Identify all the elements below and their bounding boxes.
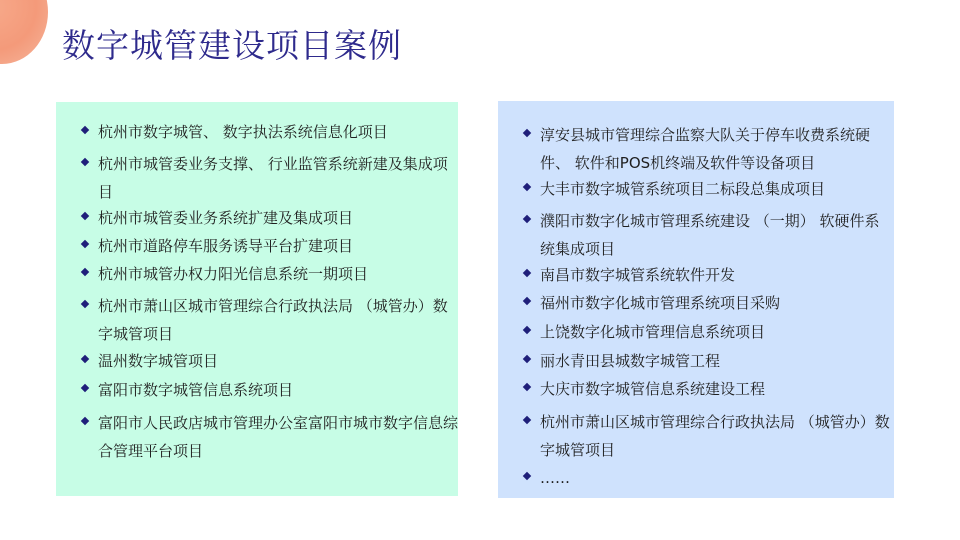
diamond-bullet-icon xyxy=(81,212,89,220)
list-item-text: 濮阳市数字化城市管理系统建设 （一期） 软硬件系统集成项目 xyxy=(540,212,880,258)
diamond-bullet-icon xyxy=(81,126,89,134)
list-item xyxy=(520,347,892,375)
list-item-text: 丽水青田县城数字城管工程 xyxy=(540,352,721,370)
list-item xyxy=(78,150,458,206)
left-project-panel xyxy=(56,102,458,496)
diamond-bullet-icon xyxy=(523,297,531,305)
right-project-panel xyxy=(498,101,894,498)
list-item-text: …… xyxy=(540,469,570,487)
list-item-text: 杭州市城管委业务支撑、 行业监管系统新建及集成项目 xyxy=(98,155,448,201)
corner-decoration xyxy=(0,0,48,64)
list-item xyxy=(520,261,892,289)
list-item-text: 杭州市萧山区城市管理综合行政执法局 （城管办）数字城管项目 xyxy=(540,413,890,459)
list-item xyxy=(78,292,458,348)
list-item-text: 上饶数字化城市管理信息系统项目 xyxy=(540,323,766,341)
list-item-text: 大庆市数字城管信息系统建设工程 xyxy=(540,380,766,398)
list-item xyxy=(520,408,892,464)
list-item xyxy=(520,375,892,403)
list-item xyxy=(78,118,458,146)
diamond-bullet-icon xyxy=(81,417,89,425)
list-item-text: 温州数字城管项目 xyxy=(98,352,219,370)
list-item xyxy=(78,260,458,288)
list-item-text: 福州市数字化城市管理系统项目采购 xyxy=(540,294,781,312)
diamond-bullet-icon xyxy=(81,300,89,308)
list-item-text: 富阳市数字城管信息系统项目 xyxy=(98,381,294,399)
diamond-bullet-icon xyxy=(81,158,89,166)
list-item-text: 杭州市城管办权力阳光信息系统一期项目 xyxy=(98,265,369,283)
list-item-text: 淳安县城市管理综合监察大队关于停车收费系统硬件、 软件和POS机终端及软件等设备项目 xyxy=(540,126,871,172)
list-item xyxy=(78,347,458,375)
diamond-bullet-icon xyxy=(523,129,531,137)
list-item xyxy=(520,464,892,492)
list-item xyxy=(520,207,892,263)
list-item xyxy=(78,376,458,404)
list-item xyxy=(78,409,458,465)
list-item-text: 杭州市道路停车服务诱导平台扩建项目 xyxy=(98,237,354,255)
page-title: 数字城管建设项目案例 xyxy=(62,26,402,65)
diamond-bullet-icon xyxy=(81,240,89,248)
diamond-bullet-icon xyxy=(81,384,89,392)
list-item-text: 南昌市数字城管系统软件开发 xyxy=(540,266,736,284)
list-item-text: 富阳市人民政店城市管理办公室富阳市城市数字信息综合管理平台项目 xyxy=(98,414,459,460)
list-item xyxy=(520,121,892,177)
diamond-bullet-icon xyxy=(523,326,531,334)
list-item xyxy=(520,289,892,317)
list-item xyxy=(78,232,458,260)
list-item-text: 杭州市数字城管、 数字执法系统信息化项目 xyxy=(98,123,388,141)
diamond-bullet-icon xyxy=(523,269,531,277)
diamond-bullet-icon xyxy=(523,183,531,191)
diamond-bullet-icon xyxy=(81,268,89,276)
list-item-text: 杭州市萧山区城市管理综合行政执法局 （城管办）数字城管项目 xyxy=(98,297,448,343)
diamond-bullet-icon xyxy=(523,416,531,424)
list-item xyxy=(520,318,892,346)
diamond-bullet-icon xyxy=(523,215,531,223)
list-item xyxy=(78,204,458,232)
diamond-bullet-icon xyxy=(81,355,89,363)
list-item xyxy=(520,175,892,203)
list-item-text: 杭州市城管委业务系统扩建及集成项目 xyxy=(98,209,354,227)
diamond-bullet-icon xyxy=(523,355,531,363)
list-item-text: 大丰市数字城管系统项目二标段总集成项目 xyxy=(540,180,826,198)
diamond-bullet-icon xyxy=(523,383,531,391)
diamond-bullet-icon xyxy=(523,472,531,480)
